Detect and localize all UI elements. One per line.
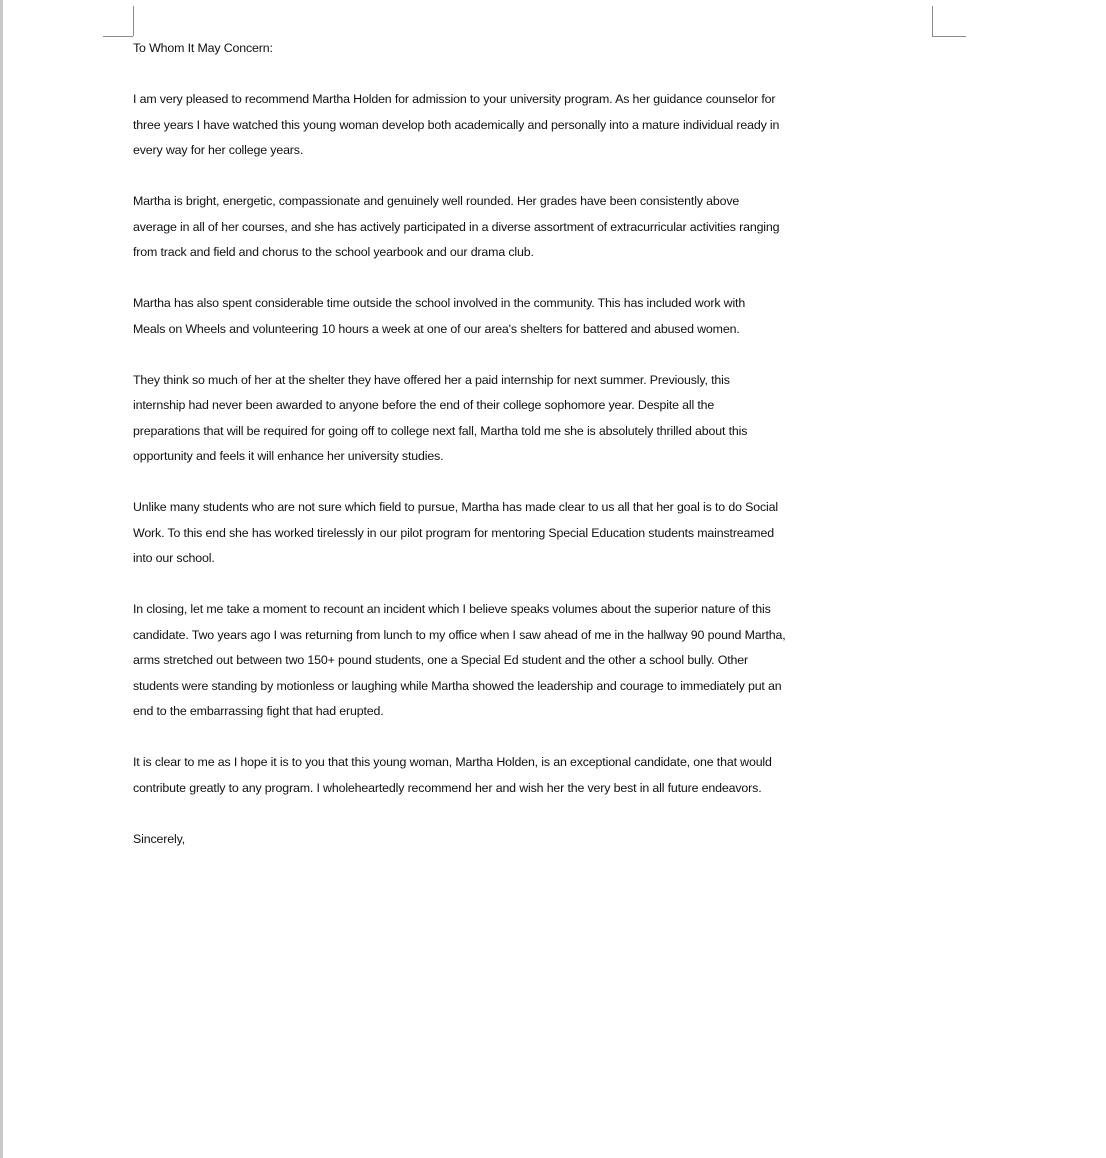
paragraph-1-line: I am very pleased to recommend Martha Holden for admission to your university program. As her guidance counselor for (133, 92, 776, 106)
paragraph-2-line: Martha is bright, energetic, compassionate and genuinely well rounded. Her grades have been consistently above (133, 194, 740, 208)
paragraph-3-line: Meals on Wheels and volunteering 10 hours a week at one of our area's shelters for battered and abused women. (133, 321, 740, 336)
paragraph-4-line: opportunity and feels it will enhance her university studies. (133, 449, 444, 463)
paragraph-5-line: into our school. (133, 551, 215, 565)
paragraph-4-line: They think so much of her at the shelter they have offered her a paid internship for next summer. Previously, this (133, 372, 730, 387)
paragraph-2-line: from track and field and chorus to the school yearbook and our drama club. (133, 245, 534, 259)
paragraph-2-line: average in all of her courses, and she has actively participated in a diverse assortment of extracurricular activities ranging (133, 219, 780, 234)
paragraph-4-line: internship had never been awarded to anyone before the end of their college sophomore year. Despite all the (133, 398, 715, 412)
paragraph-5-line: Unlike many students who are not sure which field to pursue, Martha has made clear to us all that her goal is to do Social (133, 500, 778, 514)
page-left-border (0, 0, 3, 1158)
crop-mark-top-left-vertical (133, 6, 134, 36)
paragraph-4 (133, 368, 945, 470)
paragraph-2 (133, 189, 945, 266)
paragraph-6 (133, 597, 945, 725)
paragraph-4-line: preparations that will be required for going off to college next fall, Martha told me she is absolutely thrilled about this (133, 423, 748, 438)
paragraph-5 (133, 495, 945, 572)
paragraph-3 (133, 291, 945, 342)
paragraph-5-line: Work. To this end she has worked tirelessly in our pilot program for mentoring Special Education students mainstreamed (133, 525, 774, 540)
closing: Sincerely, (133, 831, 185, 846)
letter-body[interactable] (133, 36, 945, 878)
paragraph-6-line: students were standing by motionless or laughing while Martha showed the leadership and courage to immediately put an (133, 678, 782, 693)
paragraph-6-line: candidate. Two years ago I was returning from lunch to my office when I saw ahead of me in the hallway 90 pound Martha, (133, 627, 786, 642)
paragraph-7-line: contribute greatly to any program. I wholeheartedly recommend her and wish her the very best in all future endeavors. (133, 780, 762, 795)
paragraph-3-line: Martha has also spent considerable time outside the school involved in the community. This has included work with (133, 296, 746, 310)
paragraph-6-line: In closing, let me take a moment to recount an incident which I believe speaks volumes about the superior nature of this (133, 602, 771, 616)
paragraph-6-line: arms stretched out between two 150+ pound students, one a Special Ed student and the other a school bully. Other (133, 653, 748, 667)
crop-mark-top-right-vertical (932, 6, 933, 36)
crop-mark-top-left-horizontal (103, 36, 133, 37)
salutation: To Whom It May Concern: (133, 41, 273, 55)
paragraph-1-line: every way for her college years. (133, 143, 304, 157)
paragraph-1 (133, 87, 945, 164)
paragraph-7-line: It is clear to me as I hope it is to you that this young woman, Martha Holden, is an exceptional candidate, one that would (133, 755, 772, 769)
paragraph-1-line: three years I have watched this young woman develop both academically and personally into a mature individual ready in (133, 117, 780, 132)
paragraph-6-line: end to the embarrassing fight that had erupted. (133, 704, 384, 718)
paragraph-7 (133, 750, 945, 801)
